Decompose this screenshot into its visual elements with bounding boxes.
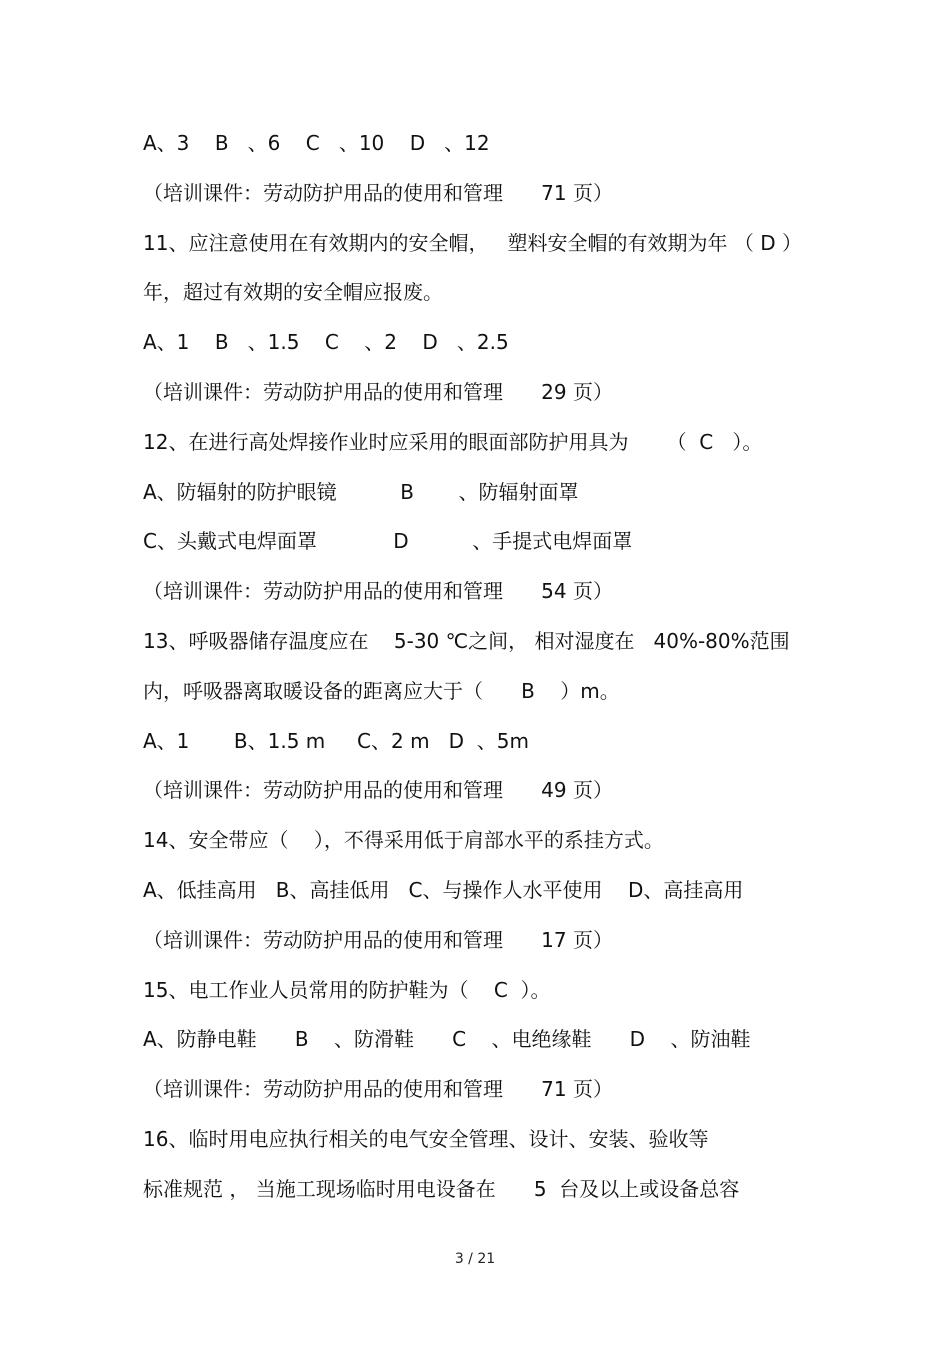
text-line: 13、呼吸器储存温度应在 5-30 ℃之间， 相对湿度在 40%-80%范围 — [143, 629, 790, 653]
text-line: 内，呼吸器离取暖设备的距离应大于（ B ）m。 — [143, 679, 620, 703]
text-line: A、1 B 、1.5 C 、2 D 、2.5 — [143, 330, 509, 354]
text-line: （培训课件：劳动防护用品的使用和管理 17 页） — [143, 928, 613, 952]
text-line: 12、在进行高处焊接作业时应采用的眼面部防护用具为 （ C ）。 — [143, 430, 763, 454]
text-line: 年，超过有效期的安全帽应报废。 — [143, 280, 443, 304]
text-line: C、头戴式电焊面罩 D 、手提式电焊面罩 — [143, 529, 633, 553]
text-line: A、1 B、1.5 m C、2 m D 、5m — [143, 729, 529, 753]
text-line: 15、电工作业人员常用的防护鞋为（ C ）。 — [143, 978, 551, 1002]
text-line: A、防辐射的防护眼镜 B 、防辐射面罩 — [143, 480, 579, 504]
text-line: A、3 B 、6 C 、10 D 、12 — [143, 131, 490, 155]
text-line: A、防静电鞋 B 、防滑鞋 C 、电绝缘鞋 D 、防油鞋 — [143, 1027, 751, 1051]
text-line: A、低挂高用 B、高挂低用 C、与操作人水平使用 D、高挂高用 — [143, 878, 744, 902]
page-number: 3 / 21 — [454, 1251, 496, 1267]
text-line: 标准规范 ， 当施工现场临时用电设备在 5 台及以上或设备总容 — [143, 1177, 740, 1201]
text-line: （培训课件：劳动防护用品的使用和管理 71 页） — [143, 1077, 613, 1101]
text-line: 14、安全带应（ ），不得采用低于肩部水平的系挂方式。 — [143, 828, 664, 852]
text-line: 16、临时用电应执行相关的电气安全管理、设计、安装、验收等 — [143, 1127, 709, 1151]
text-line: （培训课件：劳动防护用品的使用和管理 49 页） — [143, 778, 613, 802]
text-line: （培训课件：劳动防护用品的使用和管理 54 页） — [143, 579, 613, 603]
text-line: 11、应注意使用在有效期内的安全帽， 塑料安全帽的有效期为年 （ D ） — [143, 231, 802, 255]
text-line: （培训课件：劳动防护用品的使用和管理 29 页） — [143, 380, 613, 404]
text-line: （培训课件：劳动防护用品的使用和管理 71 页） — [143, 181, 613, 205]
